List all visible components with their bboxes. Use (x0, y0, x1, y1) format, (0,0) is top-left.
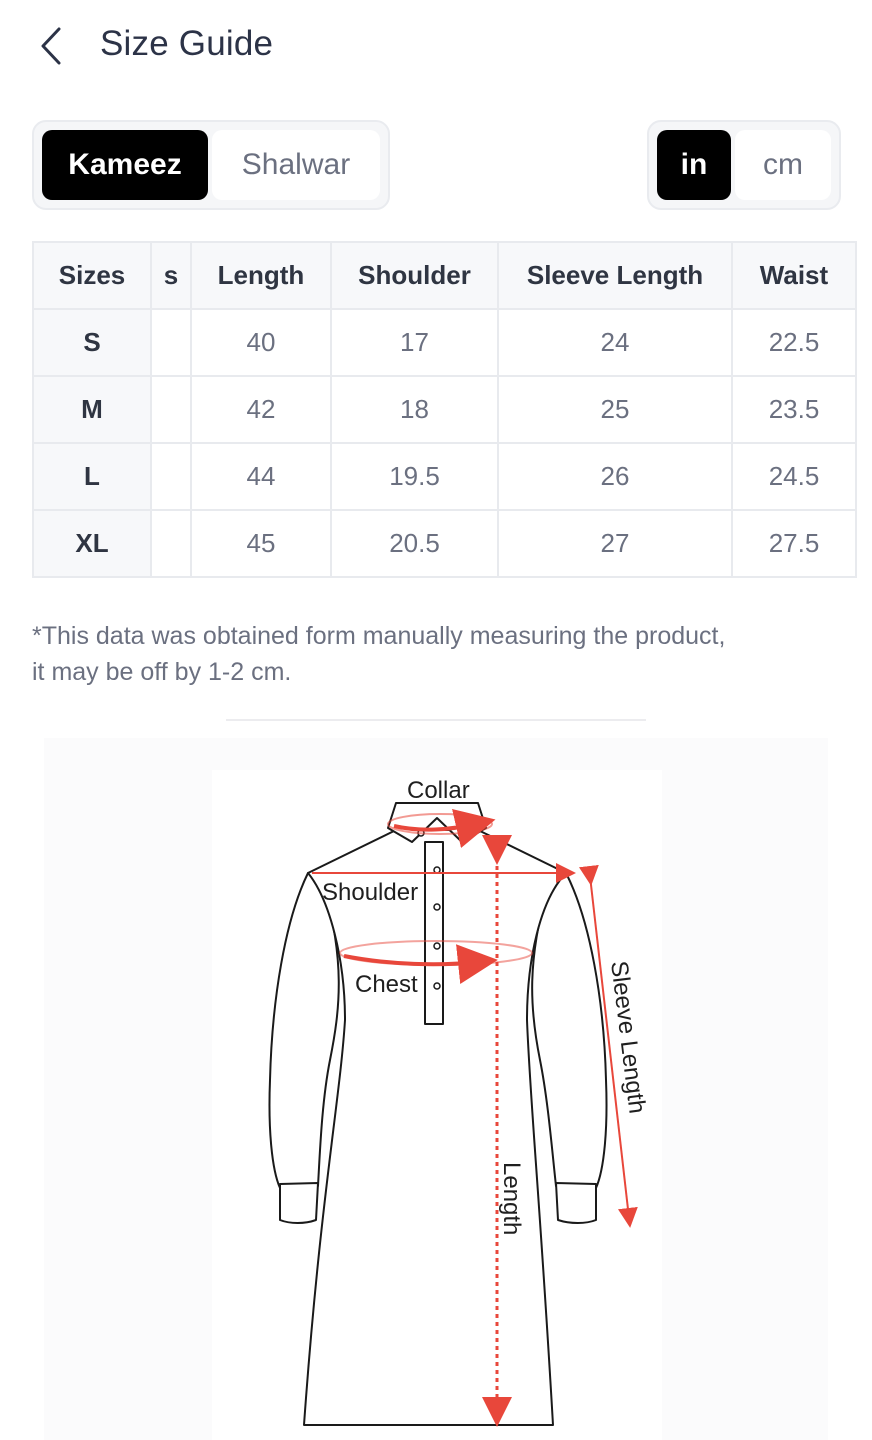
size-cell: L (33, 443, 151, 510)
sleeve-cell: 26 (498, 443, 732, 510)
chest-label: Chest (355, 971, 418, 998)
size-cell: S (33, 309, 151, 376)
tab-shalwar[interactable]: Shalwar (212, 130, 380, 200)
sleeve-length-label: Sleeve Length (605, 959, 651, 1116)
note-line-1: *This data was obtained form manually measuring the product, (32, 622, 726, 650)
shoulder-cell: 18 (331, 376, 498, 443)
header-waist: Waist (732, 242, 856, 309)
header-length: Length (191, 242, 331, 309)
length-cell: 44 (191, 443, 331, 510)
length-cell: 40 (191, 309, 331, 376)
shoulder-label: Shoulder (322, 879, 419, 906)
header-sleeve-length: Sleeve Length (498, 242, 732, 309)
waist-cell: 24.5 (732, 443, 856, 510)
size-cell: M (33, 376, 151, 443)
garment-outline (269, 803, 606, 1425)
sleeve-cell: 24 (498, 309, 732, 376)
header-sizes: Sizes (33, 242, 151, 309)
length-label: Length (498, 1162, 525, 1236)
note-line-2: it may be off by 1-2 cm. (32, 658, 292, 686)
sleeve-cell: 25 (498, 376, 732, 443)
shoulder-cell: 20.5 (331, 510, 498, 577)
shoulder-cell: 17 (331, 309, 498, 376)
header-shoulder: Shoulder (331, 242, 498, 309)
shoulder-cell: 19.5 (331, 443, 498, 510)
sleeve-cell: 27 (498, 510, 732, 577)
waist-cell: 27.5 (732, 510, 856, 577)
waist-cell: 22.5 (732, 309, 856, 376)
length-cell: 42 (191, 376, 331, 443)
header-partial: s (151, 242, 191, 309)
size-cell: XL (33, 510, 151, 577)
tab-kameez[interactable]: Kameez (42, 130, 208, 200)
page-title: Size Guide (100, 24, 274, 63)
length-cell: 45 (191, 510, 331, 577)
collar-label: Collar (407, 777, 470, 804)
unit-cm-button[interactable]: cm (735, 130, 831, 200)
waist-cell: 23.5 (732, 376, 856, 443)
unit-in-button[interactable]: in (657, 130, 731, 200)
